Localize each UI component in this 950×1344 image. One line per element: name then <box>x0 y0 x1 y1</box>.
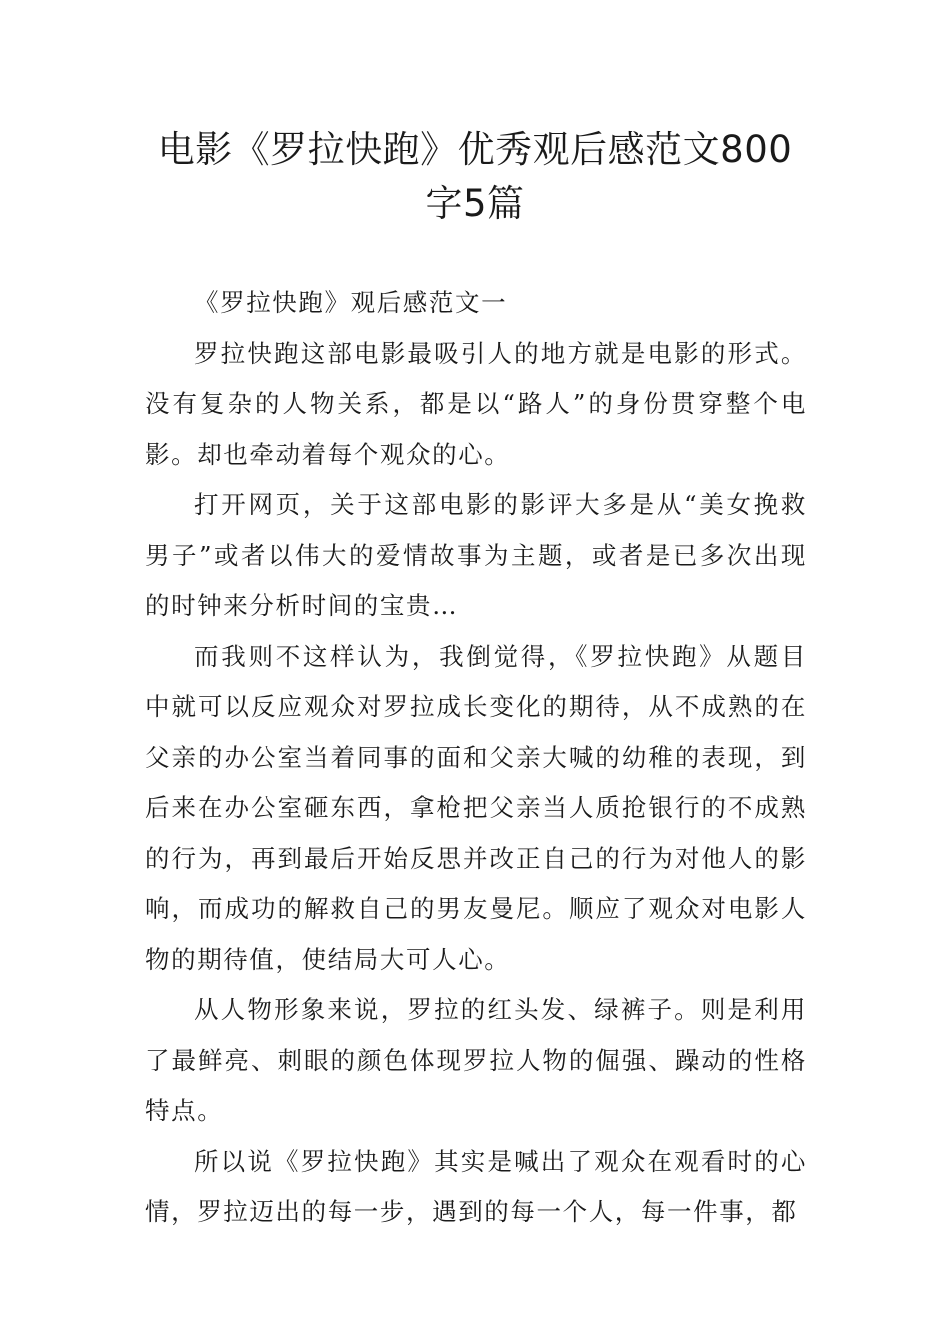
paragraph: 所以说《罗拉快跑》其实是喊出了观众在观看时的心情，罗拉迈出的每一步，遇到的每一个人，每一件事，都 <box>145 1146 807 1226</box>
paragraph: 而我则不这样认为，我倒觉得，《罗拉快跑》从题目中就可以反应观众对罗拉成长变化的期待，从不成熟的在父亲的办公室当着同事的面和父亲大喊的幼稚的表现，到后来在办公室砸东西，拿枪把父亲当人质抢银行的不成熟的行为，再到最后开始反思并改正自己的行为对他人的影响，而成功的解救自己的男友曼尼。顺应了观众对电影人物的期待值，使结局大可人心。 <box>145 641 807 974</box>
page-title: 电影《罗拉快跑》优秀观后感范文800字5篇 <box>157 128 793 225</box>
paragraph: 打开网页，关于这部电影的影评大多是从“美女挽救男子”或者以伟大的爱情故事为主题，或者是已多次出现的时钟来分析时间的宝贵… <box>145 490 807 620</box>
article-body <box>145 278 807 1238</box>
paragraph: 罗拉快跑这部电影最吸引人的地方就是电影的形式。没有复杂的人物关系，都是以“路人”的身份贯穿整个电影。却也牵动着每个观众的心。 <box>145 338 807 469</box>
section-heading: 《罗拉快跑》观后感范文一 <box>194 288 508 317</box>
paragraph: 从人物形象来说，罗拉的红头发、绿裤子。则是利用了最鲜亮、刺眼的颜色体现罗拉人物的倔强、躁动的性格特点。 <box>145 995 807 1125</box>
